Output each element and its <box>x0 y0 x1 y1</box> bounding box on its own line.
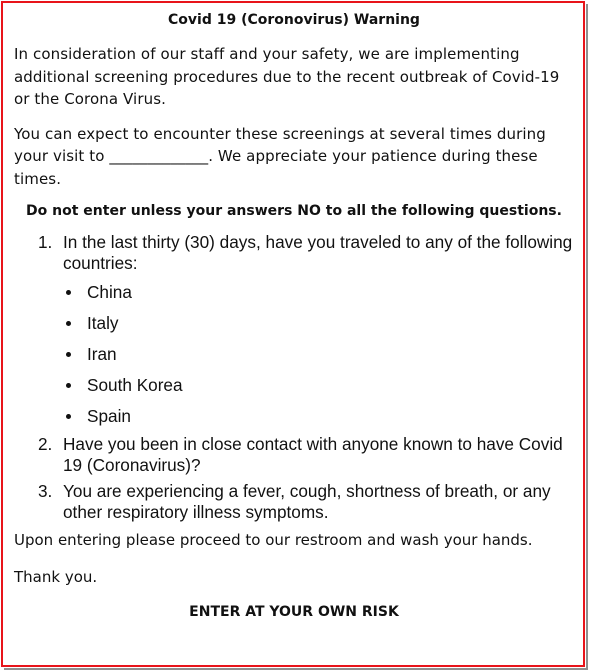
question-list <box>14 232 574 523</box>
bullet-icon <box>66 414 71 419</box>
country-list <box>63 282 574 427</box>
question-item-1 <box>14 232 574 427</box>
question-text: In the last thirty (30) days, have you traveled to any of the following countries: <box>63 232 573 273</box>
notice-content <box>14 10 574 622</box>
question-number: 2. <box>38 434 53 454</box>
country-item <box>63 344 574 365</box>
country-name: Spain <box>87 406 131 426</box>
country-name: Italy <box>87 313 119 333</box>
bullet-icon <box>66 321 71 326</box>
thanks-text: Thank you. <box>14 568 98 586</box>
country-name: China <box>87 282 132 302</box>
country-name: Iran <box>87 344 117 364</box>
intro-paragraph: In consideration of our staff and your safety, we are implementing additional screening procedures due to the recent outbreak of Covid-19 or the Corona Virus. <box>14 45 560 108</box>
visit-paragraph: You can expect to encounter these screenings at several times during your visit to _____________. We appreciate your patience during these times. <box>14 124 546 188</box>
question-text: Have you been in close contact with anyone known to have Covid 19 (Coronavirus)? <box>63 434 563 475</box>
question-item-3 <box>14 481 574 523</box>
bullet-icon <box>66 290 71 295</box>
notice-title: Covid 19 (Coronovirus) Warning <box>168 12 420 28</box>
bullet-icon <box>66 352 71 357</box>
closing-instruction: Upon entering please proceed to our restroom and wash your hands. <box>14 531 533 549</box>
question-item-2 <box>14 434 574 476</box>
question-number: 1. <box>38 232 53 252</box>
country-item <box>63 282 574 303</box>
question-text: You are experiencing a fever, cough, shortness of breath, or any other respiratory illness symptoms. <box>63 481 551 522</box>
country-item <box>63 406 574 427</box>
risk-footer: ENTER AT YOUR OWN RISK <box>189 604 399 620</box>
question-number: 3. <box>38 481 53 501</box>
bullet-icon <box>66 383 71 388</box>
entry-instruction: Do not enter unless your answers NO to all the following questions. <box>26 203 562 219</box>
country-name: South Korea <box>87 375 183 395</box>
country-item <box>63 375 574 396</box>
country-item <box>63 313 574 334</box>
